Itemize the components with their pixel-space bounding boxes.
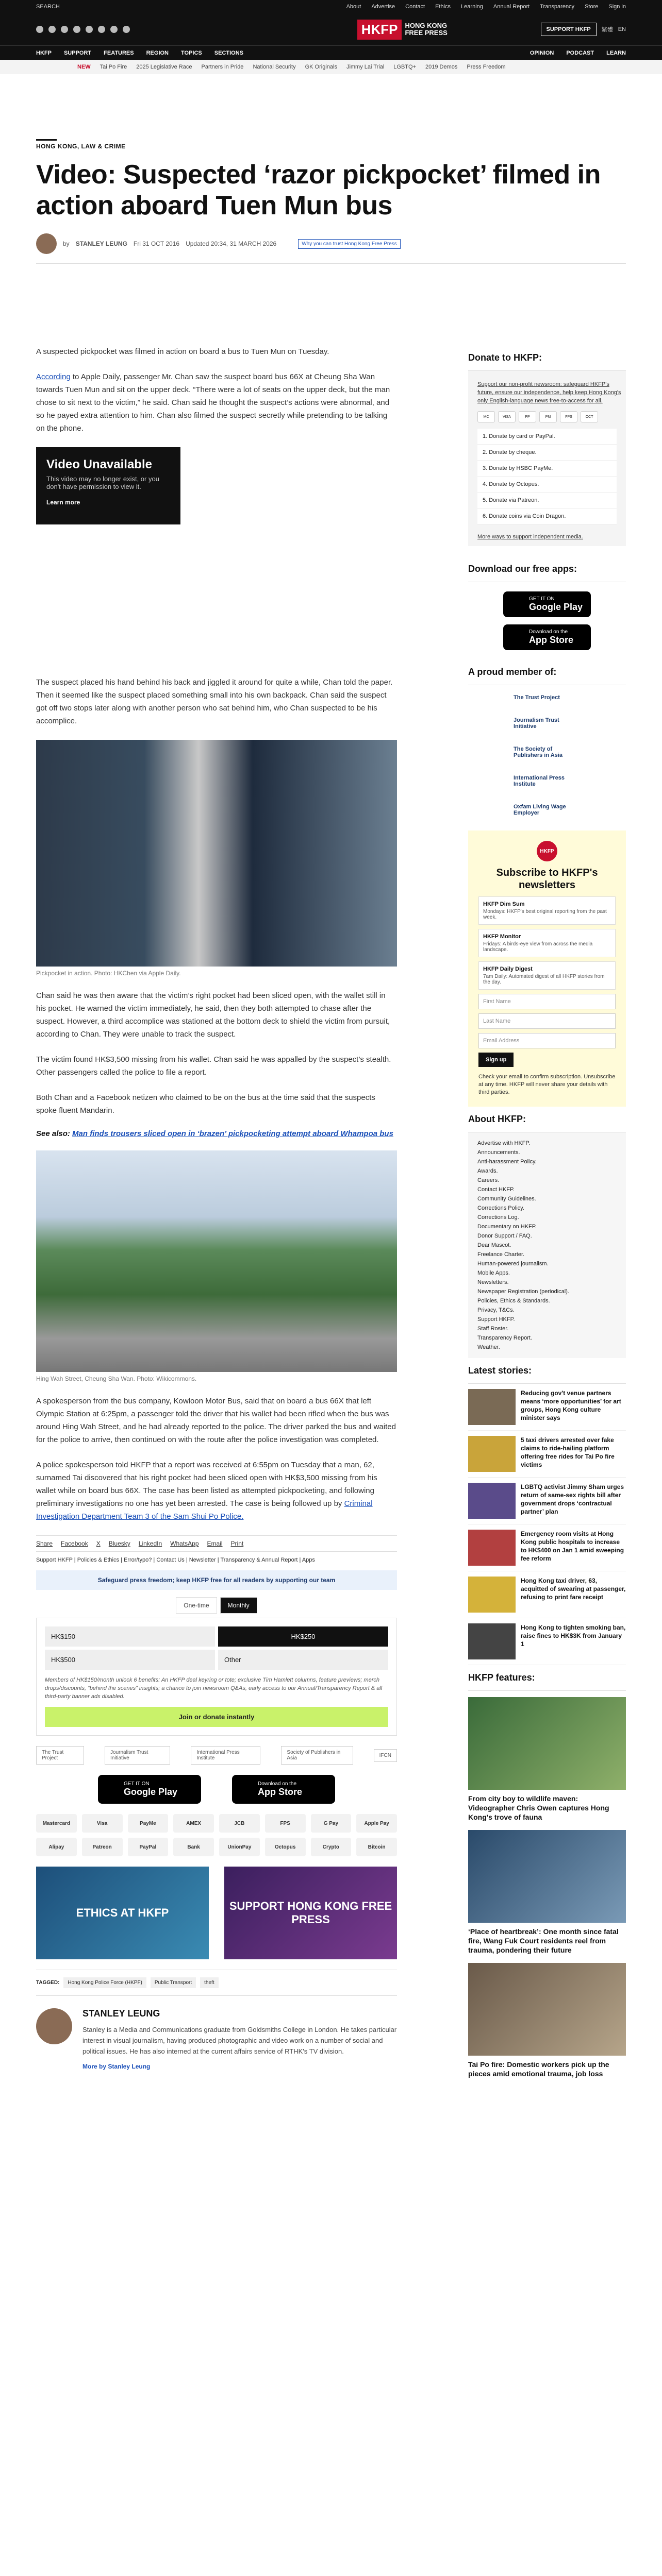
top-link-store[interactable]: Store [585,4,599,10]
share-email[interactable]: Email [207,1540,223,1547]
video-learn-more[interactable]: Learn more [46,499,80,506]
tag[interactable]: theft [200,1977,218,1988]
trending-item[interactable]: 2019 Demos [425,64,458,70]
author-name[interactable]: STANLEY LEUNG [75,240,127,247]
apple-daily-link[interactable]: According [36,372,71,381]
trending-item[interactable]: Jimmy Lai Trial [346,64,385,70]
article-body [36,345,397,2070]
patreon-icon[interactable]: Patreon [82,1838,123,1856]
paypal-icon[interactable]: PayPal [128,1838,169,1856]
video-title: Video Unavailable [46,457,152,471]
share-x[interactable]: X [96,1540,101,1547]
top-link-advertise[interactable]: Advertise [371,4,395,10]
about-link[interactable]: Corrections Policy. [477,1205,524,1211]
newsletter-option[interactable]: HKFP Dim Sum Mondays: HKFP's best original reporting from the past week. [478,896,616,925]
visa-icon: VISA [498,411,516,422]
app-store-button[interactable]: Download on the App Store [503,624,591,650]
latest-stories [468,1384,626,1665]
see-also-link[interactable]: Man finds trousers sliced open in ‘brazen’ pickpocketing attempt aboard Whampoa bus [72,1129,393,1138]
top-link-sign-in[interactable]: Sign in [608,4,626,10]
top-link-contact[interactable]: Contact [405,4,425,10]
join-button[interactable]: Join or donate instantly [45,1707,388,1727]
about-link[interactable]: Newsletters. [477,1279,509,1285]
fps-icon[interactable]: FPS [265,1814,306,1833]
hkfp-icon: HKFP [537,841,557,861]
pickpocket-photo [36,740,397,967]
nav-item-topics[interactable]: TOPICS [181,49,202,56]
about-link[interactable]: Advertise with HKFP. [477,1140,531,1146]
trending-item[interactable]: Tai Po Fire [100,64,127,70]
video-sub: This video may no longer exist, or you don't have permission to view it. [46,475,159,490]
feature-title[interactable]: ‘Place of heartbreak’: One month since fatal fire, Wang Fuk Court residents reel from trauma, pondering their future [468,1927,619,1954]
features-heading: HKFP features: [468,1665,626,1691]
about-link[interactable]: Transparency Report. [477,1335,532,1341]
octopus-icon: OCT [581,411,598,422]
donation-note: Members of HK$150/month unlock 6 benefits: An HKFP deal keyring or tote; exclusive Tim Hamlett columns, feature previews; merch drops/discounts, “behind the scenes” insights; a chance to join newsroom Q&As, early access to our Annual/Transparency Report & all third-party banner ads disabled. [45,1677,383,1700]
feature-image[interactable] [468,1963,626,2056]
newsletter-option[interactable]: HKFP Monitor Fridays: A birds-eye view from across the media landscape. [478,929,616,957]
trust-logos [36,1746,397,1765]
site-logo[interactable] [357,20,448,40]
site-header [0,13,662,45]
about-link[interactable]: Human-powered journalism. [477,1261,549,1267]
tag[interactable]: Hong Kong Police Force (HKPF) [63,1977,146,1988]
top-bar [0,0,662,13]
youtube-icon[interactable] [73,26,80,33]
nav-item-opinion[interactable]: OPINION [529,49,554,56]
google-play-button[interactable]: GET IT ON Google Play [98,1775,201,1804]
signup-button[interactable]: Sign up [478,1053,514,1067]
about-link[interactable]: Staff Roster. [477,1326,509,1332]
logo-text-1: HONG KONG [405,22,448,29]
email-input[interactable]: Email Address [478,1033,616,1048]
trust-logo[interactable]: Journalism Trust Initiative [105,1746,170,1765]
support-promo: Safeguard press freedom; keep HKFP free for all readers by supporting our team [36,1570,397,1590]
trust-logo[interactable]: IFCN [374,1749,397,1762]
support-banner[interactable]: SUPPORT HONG KONG FREE PRESS [224,1867,397,1959]
trending-item[interactable]: 2025 Legislative Race [136,64,192,70]
bank-icon[interactable]: Bank [173,1838,214,1856]
threads-icon[interactable] [86,26,93,33]
author-box-name[interactable]: STANLEY LEUNG [82,2008,160,2019]
about-link[interactable]: Policies, Ethics & Standards. [477,1298,550,1304]
trending-item[interactable]: LGBTQ+ [393,64,417,70]
top-link-about[interactable]: About [346,4,361,10]
paragraph: Both Chan and a Facebook netizen who claimed to be on the bus at the time said that the suspects spoke fluent Mandarin. [36,1093,375,1115]
donate-method[interactable]: 5. Donate via Patreon. [477,493,617,509]
social-icons [36,26,130,33]
about-link[interactable]: Awards. [477,1168,498,1174]
tag[interactable]: Public Transport [151,1977,196,1988]
donate-method[interactable]: 2. Donate by cheque. [477,445,617,461]
bitcoin-icon[interactable]: Bitcoin [356,1838,397,1856]
payme-icon[interactable]: PayMe [128,1814,169,1833]
paypal-icon: PP [519,411,536,422]
jcb-icon[interactable]: JCB [219,1814,260,1833]
see-also-label: See also: [36,1129,70,1138]
author-box [36,1995,397,2070]
author-avatar [36,233,57,254]
trust-logo[interactable]: Society of Publishers in Asia [281,1746,353,1765]
paragraph: to Apple Daily, passenger Mr. Chan saw the suspect board bus 66X at Cheung Sha Wan towards Tuen Mun and sit on the upper deck. “There were a lot of seats on the upper deck, but the man chose to sit next to the victim,” he said. Chan said he thought the suspect’s actions were abnormal, and so he payed extra attention to him. Chan also filmed the suspect secretly while pretending to be talking on the phone. [36,372,390,433]
donate-heading: Donate to HKFP: [468,345,626,371]
amount-150[interactable]: HK$150 [45,1626,215,1647]
member-logo[interactable]: International Press Institute [514,775,565,787]
nav-item-sections[interactable]: SECTIONS [214,49,244,56]
bluesky-icon[interactable] [110,26,118,33]
newsletter-box [468,831,626,1107]
search-link[interactable]: SEARCH [36,4,60,10]
member-logos [468,685,626,825]
top-link-annual-report[interactable]: Annual Report [493,4,530,10]
trending-label: NEW [77,64,91,70]
payment-methods [36,1814,397,1856]
octopus-icon[interactable]: Octopus [265,1838,306,1856]
story-thumb [468,1623,516,1659]
features-list [468,1691,626,2078]
tab-monthly[interactable]: Monthly [220,1597,257,1614]
donate-box [468,371,626,546]
main-nav [0,45,662,60]
story-thumb [468,1389,516,1425]
nav-item-learn[interactable]: LEARN [606,49,626,56]
share-linkedin[interactable]: LinkedIn [138,1540,162,1547]
feature-image[interactable] [468,1830,626,1923]
story-thumb [468,1483,516,1519]
story-thumb [468,1577,516,1613]
about-link[interactable]: Donor Support / FAQ. [477,1233,532,1239]
story-item[interactable]: Hong Kong taxi driver, 63, acquitted of swearing at passenger, refusing to print fare receipt [468,1571,626,1618]
about-link[interactable]: Careers. [477,1177,500,1183]
donate-text[interactable]: Support our non-profit newsroom: safeguard HKFP's future, ensure our independence, help keep Hong Kong's only English-language news free-to-access for all. [477,381,621,404]
story-item[interactable]: 5 taxi drivers arrested over fake claims to ride-hailing platform offering free rides for Tai Po fire victims [468,1431,626,1478]
paragraph: The suspect placed his hand behind his back and jiggled it around for quite a while, Chan told the paper. Then it seemed like the suspect placed something small into his own backpack. Chan said the suspect got off two stops later along with another person who sat behind him, who Chan suspected to be his accomplice. [36,678,393,725]
cid-link[interactable]: Criminal Investigation Department Team 3 of the Sam Shui Po Police. [36,1499,373,1521]
sidebar [468,345,626,2087]
facebook-icon[interactable] [36,26,43,33]
updated-date: Updated 20:34, 31 MARCH 2026 [186,240,277,247]
newsletter-option[interactable]: HKFP Daily Digest 7am Daily: Automated digest of all HKFP stories from the day. [478,961,616,990]
donate-method[interactable]: 4. Donate by Octopus. [477,477,617,493]
feature-title[interactable]: Tai Po fire: Domestic workers pick up the pieces amid emotional trauma, job loss [468,2060,609,2078]
about-link[interactable]: Weather. [477,1344,500,1350]
last-name-input[interactable]: Last Name [478,1013,616,1029]
amount-500[interactable]: HK$500 [45,1650,215,1670]
first-name-input[interactable]: First Name [478,994,616,1009]
nav-item-support[interactable]: SUPPORT [63,49,92,56]
rss-icon[interactable] [123,26,130,33]
lang-en-link[interactable]: EN [618,26,626,32]
breadcrumb[interactable]: HONG KONG, LAW & CRIME [36,139,57,150]
trending-item[interactable]: National Security [253,64,296,70]
member-logo[interactable]: Oxfam Living Wage Employer [514,804,566,816]
share-bluesky[interactable]: Bluesky [108,1540,130,1547]
logo-mark: HKFP [357,20,402,40]
trending-item[interactable]: Partners in Pride [201,64,244,70]
about-link[interactable]: Documentary on HKFP. [477,1224,537,1230]
about-link[interactable]: Anti-harassment Policy. [477,1159,537,1165]
tab-one-time[interactable]: One-time [176,1597,217,1614]
about-link[interactable]: Privacy, T&Cs. [477,1307,515,1313]
donate-method[interactable]: 3. Donate by HSBC PayMe. [477,461,617,477]
story-item[interactable]: Reducing gov't venue partners means ‘more opportunities’ for art groups, Hong Kong culture minister says [468,1384,626,1431]
payme-icon: PM [539,411,557,422]
story-thumb [468,1436,516,1472]
lang-zh-link[interactable]: 繁體 [601,27,613,33]
ethics-banner[interactable]: ETHICS AT HKFP [36,1867,209,1959]
unionpay-icon[interactable]: UnionPay [219,1838,260,1856]
apps-heading: Download our free apps: [468,556,626,582]
amount-other[interactable]: Other [218,1650,388,1670]
trending-item[interactable]: Press Freedom [467,64,506,70]
about-link[interactable]: Support HKFP. [477,1316,515,1323]
paragraph: A police spokesperson told HKFP that a report was received at 6:55pm on Tuesday that a man, 62, surnamed Tai discovered that his right pocket had been sliced open with HK$3,500 missing from his wallet while on board bus 66X. The case has been listed as attempted pickpocketing, and following preliminary investigations no one has yet been arrested. The case is being followed up by [36,1461,377,1508]
member-heading: A proud member of: [468,659,626,685]
share-whatsapp[interactable]: WhatsApp [170,1540,199,1547]
support-hkfp-button[interactable]: SUPPORT HKFP [541,23,597,36]
story-item[interactable]: LGBTQ activist Jimmy Sham urges return of same-sex rights bill after government drops ‘contractual partner’ plan [468,1478,626,1524]
top-link-ethics[interactable]: Ethics [435,4,451,10]
share-label[interactable]: Share [36,1540,53,1547]
about-link[interactable]: Announcements. [477,1149,520,1156]
member-logo[interactable]: The Society of Publishers in Asia [514,746,562,758]
logo-text-2: FREE PRESS [405,29,448,37]
applepay-icon[interactable]: Apple Pay [356,1814,397,1833]
article-wrap [36,139,626,264]
gpay-icon[interactable]: G Pay [311,1814,352,1833]
about-link[interactable]: Dear Mascot. [477,1242,511,1248]
latest-heading: Latest stories: [468,1358,626,1384]
nav-item-hkfp[interactable]: HKFP [36,49,52,56]
feature-title[interactable]: From city boy to wildlife maven: Videographer Chris Owen captures Hong Kong's trove of fauna [468,1794,609,1821]
tags-label: TAGGED: [36,1980,60,1986]
author-prefix: by [63,240,70,247]
member-logo[interactable]: Journalism Trust Initiative [514,717,559,730]
top-link-learning[interactable]: Learning [461,4,483,10]
donate-method[interactable]: 1. Donate by card or PayPal. [477,429,617,445]
newsletter-heading: Subscribe to HKFP's newsletters [496,867,598,891]
more-ways-link[interactable]: More ways to support independent media. [477,534,583,540]
street-photo [36,1150,397,1372]
nav-item-podcast[interactable]: PODCAST [566,49,594,56]
donation-box [36,1618,397,1736]
x-icon[interactable] [48,26,56,33]
top-link-transparency[interactable]: Transparency [540,4,575,10]
instagram-icon[interactable] [61,26,68,33]
about-link[interactable]: Mobile Apps. [477,1270,510,1276]
trust-logo[interactable]: International Press Institute [191,1746,260,1765]
paragraph: A spokesperson from the bus company, Kowloon Motor Bus, said that on board a bus 66X that left Olympic Station at 6:25pm, a passenger told the driver that his wallet had been rifled when the bus was around Hing Wah Street, and he had already reported to the police. The driver parked the bus and waited for the police to arrive, then continued on with the route after the police investigation was completed. [36,1397,396,1444]
donate-method[interactable]: 6. Donate coins via Coin Dragon. [477,509,617,524]
member-logo[interactable]: The Trust Project [514,694,560,701]
author-bio: Stanley is a Media and Communications graduate from Goldsmiths College in London. He takes particular interest in visual journalism, having produced photographic and video work on a number of social and political issues. He has also interned at the current affairs service of RTHK's TV division. [82,2026,397,2055]
about-link[interactable]: Community Guidelines. [477,1196,536,1202]
about-link[interactable]: Freelance Charter. [477,1251,525,1258]
amex-icon[interactable]: AMEX [173,1814,214,1833]
linkedin-icon[interactable] [98,26,105,33]
story-item[interactable]: Emergency room visits at Hong Kong public hospitals to increase to HK$400 on Jan 1 amid sweeping fee reform [468,1524,626,1571]
nav-item-region[interactable]: REGION [146,49,169,56]
paragraph: Chan said he was then aware that the victim’s right pocket had been sliced open, with the wallet still in his pocket. He warned the victim immediately, he said, then they both attempted to chase after the suspect. However, a third accomplice was stationed at the bottom deck to shield the victim from pursuit, according to Chan. They were unable to track the suspect. [36,991,390,1039]
visa-icon[interactable]: Visa [82,1814,123,1833]
tags [36,1970,397,1988]
about-links [468,1132,626,1358]
google-play-button[interactable]: GET IT ON Google Play [503,591,591,617]
article-title: Video: Suspected ‘razor pickpocket’ filmed in action aboard Tuen Mun bus [36,160,601,221]
about-link[interactable]: Newspaper Registration (periodical). [477,1289,569,1295]
about-link[interactable]: Corrections Log. [477,1214,519,1221]
about-heading: About HKFP: [468,1107,626,1132]
mastercard-icon[interactable]: Mastercard [36,1814,77,1833]
newsletter-note: Check your email to confirm subscription. Unsubscribe at any time. HKFP will never share your details with third parties. [478,1074,616,1095]
paragraph: A suspected pickpocket was filmed in action on board a bus to Tuen Mun on Tuesday. [36,347,329,356]
fps-icon: FPS [560,411,577,422]
author-photo [36,2008,72,2044]
crypto-icon[interactable]: Crypto [311,1838,352,1856]
publish-date: Fri 31 OCT 2016 [133,240,180,247]
footer-links[interactable]: Support HKFP | Policies & Ethics | Error/typo? | Contact Us | Newsletter | Transparency & Annual Report | Apps [36,1557,315,1563]
trending-item[interactable]: GK Originals [305,64,337,70]
alipay-icon[interactable]: Alipay [36,1838,77,1856]
app-store-button[interactable]: Download on the App Store [232,1775,335,1804]
amount-250[interactable]: HK$250 [218,1626,388,1647]
byline [36,233,626,254]
nav-item-features[interactable]: FEATURES [104,49,134,56]
more-by-author-link[interactable]: More by Stanley Leung [82,2063,151,2070]
about-link[interactable]: Contact HKFP. [477,1187,515,1193]
photo-caption: Pickpocket in action. Photo: HKChen via Apple Daily. [36,970,181,977]
feature-image[interactable] [468,1697,626,1790]
mastercard-icon: MC [477,411,495,422]
story-thumb [468,1530,516,1566]
story-item[interactable]: Hong Kong to tighten smoking ban, raise fines to HK$3K from January 1 [468,1618,626,1665]
share-print[interactable]: Print [230,1540,244,1547]
photo-caption: Hing Wah Street, Cheung Sha Wan. Photo: Wikicommons. [36,1375,197,1382]
share-bar [36,1535,397,1552]
trust-link[interactable]: Why you can trust Hong Kong Free Press [298,239,401,249]
share-facebook[interactable]: Facebook [61,1540,88,1547]
trust-logo[interactable]: The Trust Project [36,1746,84,1765]
paragraph: The victim found HK$3,500 missing from his wallet. Chan said he was appalled by the suspect’s stealth. Other passengers called the police to file a report. [36,1055,391,1077]
video-embed[interactable] [36,447,180,524]
trending-bar [0,60,662,74]
